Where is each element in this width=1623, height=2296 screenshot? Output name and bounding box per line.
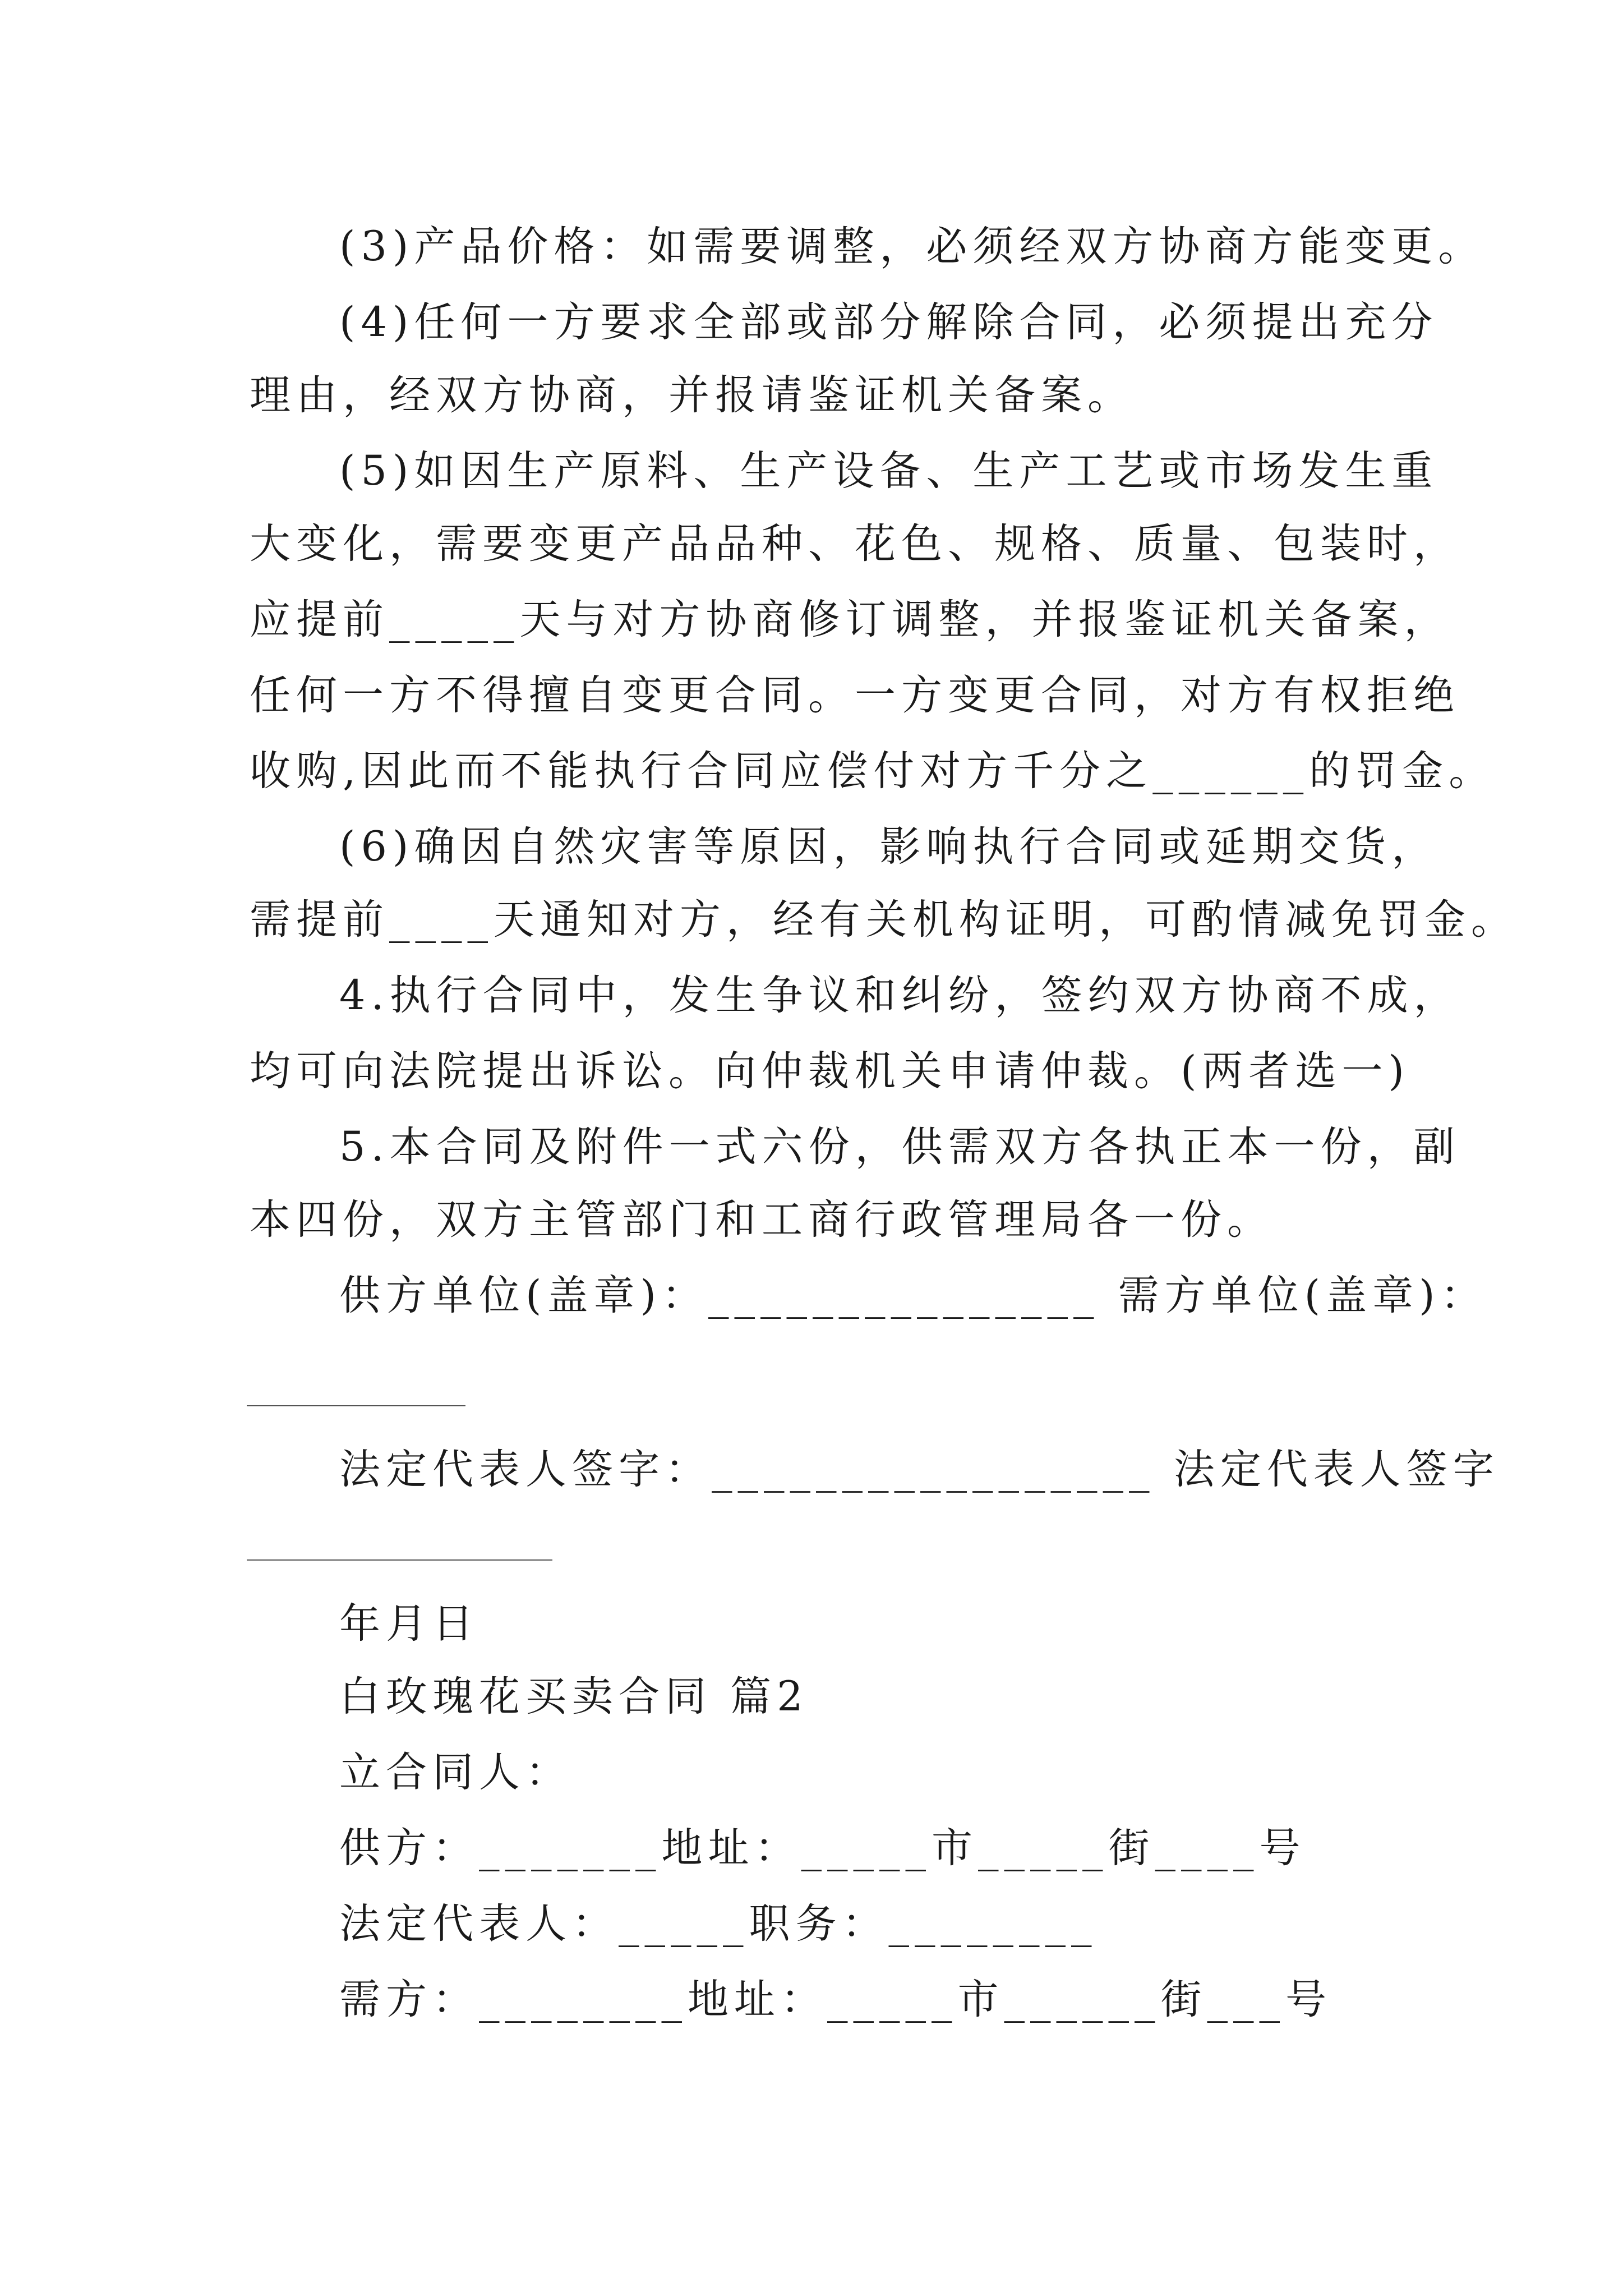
supplier-legal-rep-line: 法定代表人：_____职务：________ bbox=[339, 1900, 1098, 1948]
date-line: 年月日 bbox=[339, 1600, 479, 1648]
article-4-line-2: 均可向法院提出诉讼。向仲裁机关申请仲裁。(两者选一) bbox=[250, 1047, 1410, 1095]
clause-6-line-2: 需提前____天通知对方，经有关机构证明，可酌情减免罚金。 bbox=[250, 896, 1518, 944]
legal-rep-signature-line: 法定代表人签字：_________________ 法定代表人签字 bbox=[339, 1446, 1500, 1493]
clause-6-line-1: (6)确因自然灾害等原因，影响执行合同或延期交货， bbox=[339, 823, 1438, 871]
article-5-line-2: 本四份，双方主管部门和工商行政管理局各一份。 bbox=[250, 1196, 1274, 1244]
buyer-address-line: 需方：________地址：_____市______街___号 bbox=[339, 1976, 1332, 2023]
supplier-seal-line: 供方单位(盖章)：_______________ 需方单位(盖章)： bbox=[339, 1272, 1487, 1319]
clause-5-line-1: (5)如因生产原料、生产设备、生产工艺或市场发生重 bbox=[339, 447, 1438, 495]
clause-5-line-2: 大变化，需要变更产品品种、花色、规格、质量、包装时， bbox=[250, 520, 1460, 568]
contracting-parties-label: 立合同人： bbox=[339, 1749, 572, 1796]
section-heading: 白玫瑰花买卖合同 篇2 bbox=[339, 1673, 809, 1720]
clause-3-price: (3)产品价格：如需要调整，必须经双方协商方能变更。 bbox=[339, 223, 1485, 270]
clause-5-line-4: 任何一方不得擅自变更合同。一方变更合同，对方有权拒绝 bbox=[250, 671, 1460, 719]
clause-5-line-3: 应提前_____天与对方协商修订调整，并报鉴证机关备案， bbox=[250, 596, 1451, 643]
supplier-address-line: 供方：_______地址：_____市_____街____号 bbox=[339, 1824, 1306, 1872]
buyer-seal-blank bbox=[247, 1405, 465, 1406]
clause-4-line-2: 理由，经双方协商，并报请鉴证机关备案。 bbox=[250, 371, 1134, 419]
buyer-signature-blank bbox=[247, 1559, 552, 1561]
article-4-line-1: 4.执行合同中，发生争议和纠纷，签约双方协商不成， bbox=[339, 972, 1460, 1019]
clause-4-line-1: (4)任何一方要求全部或部分解除合同，必须提出充分 bbox=[339, 298, 1438, 346]
article-5-line-1: 5.本合同及附件一式六份，供需双方各执正本一份，副 bbox=[339, 1123, 1460, 1171]
clause-5-line-5: 收购,因此而不能执行合同应偿付对方千分之______的罚金。 bbox=[250, 747, 1496, 795]
